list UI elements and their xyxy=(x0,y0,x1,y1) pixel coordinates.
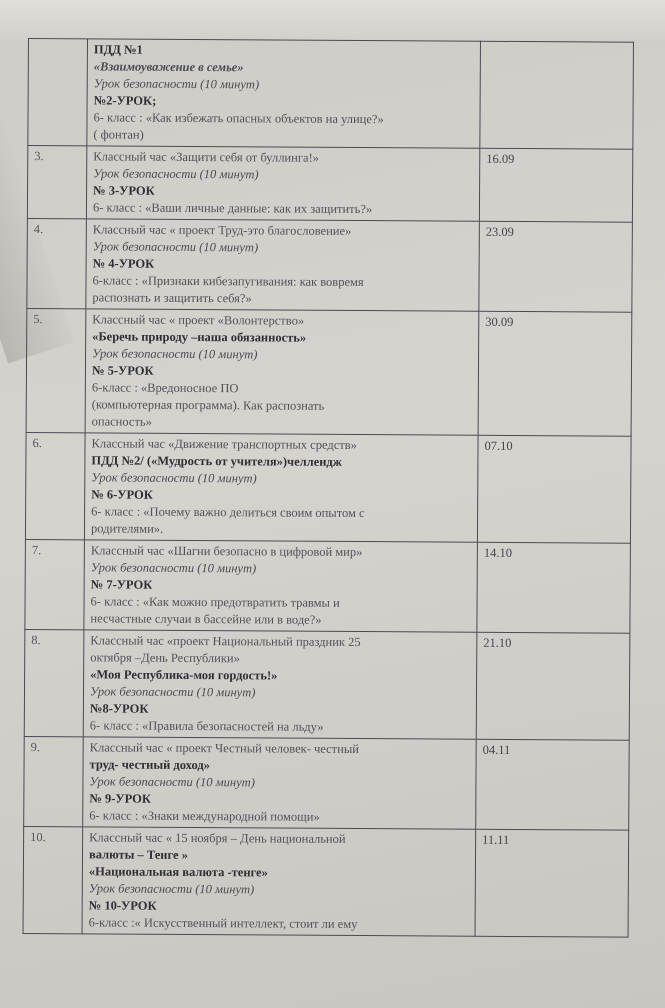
row-topic-cell xyxy=(82,827,476,936)
topic-line: № 3-УРОК xyxy=(93,183,155,198)
row-date: 21.10 xyxy=(476,632,630,740)
topic-line: Классный час «Шагни безопасно в цифровой мир» xyxy=(90,543,363,560)
topic-line: родителями». xyxy=(90,521,164,536)
row-number: 8. xyxy=(24,629,84,736)
row-number: 7. xyxy=(25,539,85,629)
row-topic-cell xyxy=(86,146,479,221)
topic-line: 6-класс : «Вредоносное ПО xyxy=(91,380,239,396)
row-topic-cell xyxy=(87,39,481,148)
row-number: 3. xyxy=(27,146,86,219)
row-topic-cell xyxy=(85,309,479,435)
topic-line: Классный час «Защити себя от буллинга!» xyxy=(93,149,319,165)
row-date: 16.09 xyxy=(479,148,632,222)
topic-line: опасность» xyxy=(91,414,152,429)
topic-line: несчастные случаи в бассейне или в воде?» xyxy=(90,611,322,627)
topic-line: №8-УРОК xyxy=(89,701,149,716)
lesson-plan-table xyxy=(23,38,634,938)
table-row xyxy=(25,432,631,543)
row-topic-cell xyxy=(83,630,477,739)
topic-line: 6-класс :« Искусственный интеллект, стоит ли ему xyxy=(88,915,358,932)
topic-line: Урок безопасности (10 минут) xyxy=(93,76,260,92)
topic-line: № 5-УРОК xyxy=(91,363,154,378)
topic-line: 6- класс : «Как избежать опасных объектов на улице?» xyxy=(93,110,384,127)
topic-line: распознать и защитить себя?» xyxy=(92,290,252,306)
table-row xyxy=(24,629,630,740)
topic-line: Классный час «Движение транспортных средств» xyxy=(91,436,357,453)
topic-line: Урок безопасности (10 минут) xyxy=(89,774,255,790)
row-date: 07.10 xyxy=(477,435,631,543)
row-date: 14.10 xyxy=(477,542,631,633)
row-number: 9. xyxy=(24,736,84,826)
lesson-plan-body xyxy=(23,39,633,938)
topic-line: (компьютерная программа). Как распознать xyxy=(91,397,325,413)
table-row xyxy=(25,539,631,633)
row-number: 5. xyxy=(26,308,86,432)
topic-line: «Взаимоуважение в семье» xyxy=(93,59,244,75)
topic-line: Урок безопасности (10 минут) xyxy=(92,346,258,362)
topic-line: Классный час « проект Честный человек- честный xyxy=(89,740,359,757)
table-row xyxy=(28,39,634,150)
topic-line: 6- класс : «Правила безопасностей на льду» xyxy=(89,718,324,734)
row-date: 23.09 xyxy=(479,221,633,312)
row-topic-cell xyxy=(84,433,478,542)
topic-line: Урок безопасности (10 минут) xyxy=(89,684,256,700)
table-row xyxy=(23,826,629,937)
row-number xyxy=(28,39,88,146)
table-row xyxy=(26,308,632,436)
topic-line: Урок безопасности (10 минут) xyxy=(92,239,259,255)
topic-line: труд- честный доход» xyxy=(89,757,210,773)
row-topic-cell xyxy=(86,219,480,311)
row-number: 10. xyxy=(23,826,83,933)
row-date: 30.09 xyxy=(478,311,632,436)
topic-line: «Беречь природу –наша обязанность» xyxy=(92,329,307,345)
topic-line: 6- класс : «Ваши личные данные: как их защитить?» xyxy=(92,200,373,217)
topic-line: «Моя Республика-моя гордость!» xyxy=(90,667,278,683)
topic-line: № 6-УРОК xyxy=(91,487,153,502)
table-row xyxy=(27,218,633,312)
table-row xyxy=(27,146,632,223)
topic-line: октября –День Республики» xyxy=(90,650,240,666)
topic-line: Классный час « 15 ноября – День национальной xyxy=(89,830,346,846)
row-date: 11.11 xyxy=(475,829,629,937)
topic-line: Классный час « проект Труд-это благословение» xyxy=(92,222,352,238)
topic-line: № 7-УРОК xyxy=(90,577,153,592)
topic-line: Урок безопасности (10 минут) xyxy=(91,470,257,486)
topic-line: валюты – Тенге » xyxy=(88,847,189,862)
row-date: 04.11 xyxy=(476,739,630,830)
topic-line: № 9-УРОК xyxy=(89,791,152,806)
table-row xyxy=(24,736,630,830)
topic-line: 6- класс : «Почему важно делиться своим опытом с xyxy=(91,504,365,521)
page-top-edge xyxy=(0,0,665,40)
row-number: 6. xyxy=(25,432,85,539)
row-topic-cell xyxy=(83,737,477,829)
topic-line: ПДД №1 xyxy=(93,42,143,57)
topic-line: Урок безопасности (10 минут) xyxy=(88,881,255,897)
topic-line: № 10-УРОК xyxy=(88,898,157,913)
topic-line: 6- класс : «Как можно предотвратить травмы и xyxy=(90,594,340,610)
topic-line: № 4-УРОК xyxy=(92,256,155,271)
row-topic-cell xyxy=(84,540,478,632)
topic-line: 6-класс : «Признаки кибезапугивания: как вовремя xyxy=(92,273,364,290)
topic-line: ( фонтан) xyxy=(93,127,144,142)
topic-line: №2-УРОК; xyxy=(93,93,157,108)
row-number: 4. xyxy=(27,218,87,308)
topic-line: «Национальная валюта -тенге» xyxy=(88,864,268,880)
topic-line: ПДД №2/ («Мудрость от учителя»)челлендж xyxy=(91,453,342,469)
topic-line: Классный час «проект Национальный праздник 25 xyxy=(90,633,361,650)
topic-line: Классный час « проект «Волонтерство» xyxy=(92,312,305,328)
row-date xyxy=(480,41,634,149)
topic-line: Урок безопасности (10 минут) xyxy=(93,166,259,182)
topic-line: 6- класс : «Знаки международной помощи» xyxy=(89,808,320,824)
topic-line: Урок безопасности (10 минут) xyxy=(90,560,257,576)
